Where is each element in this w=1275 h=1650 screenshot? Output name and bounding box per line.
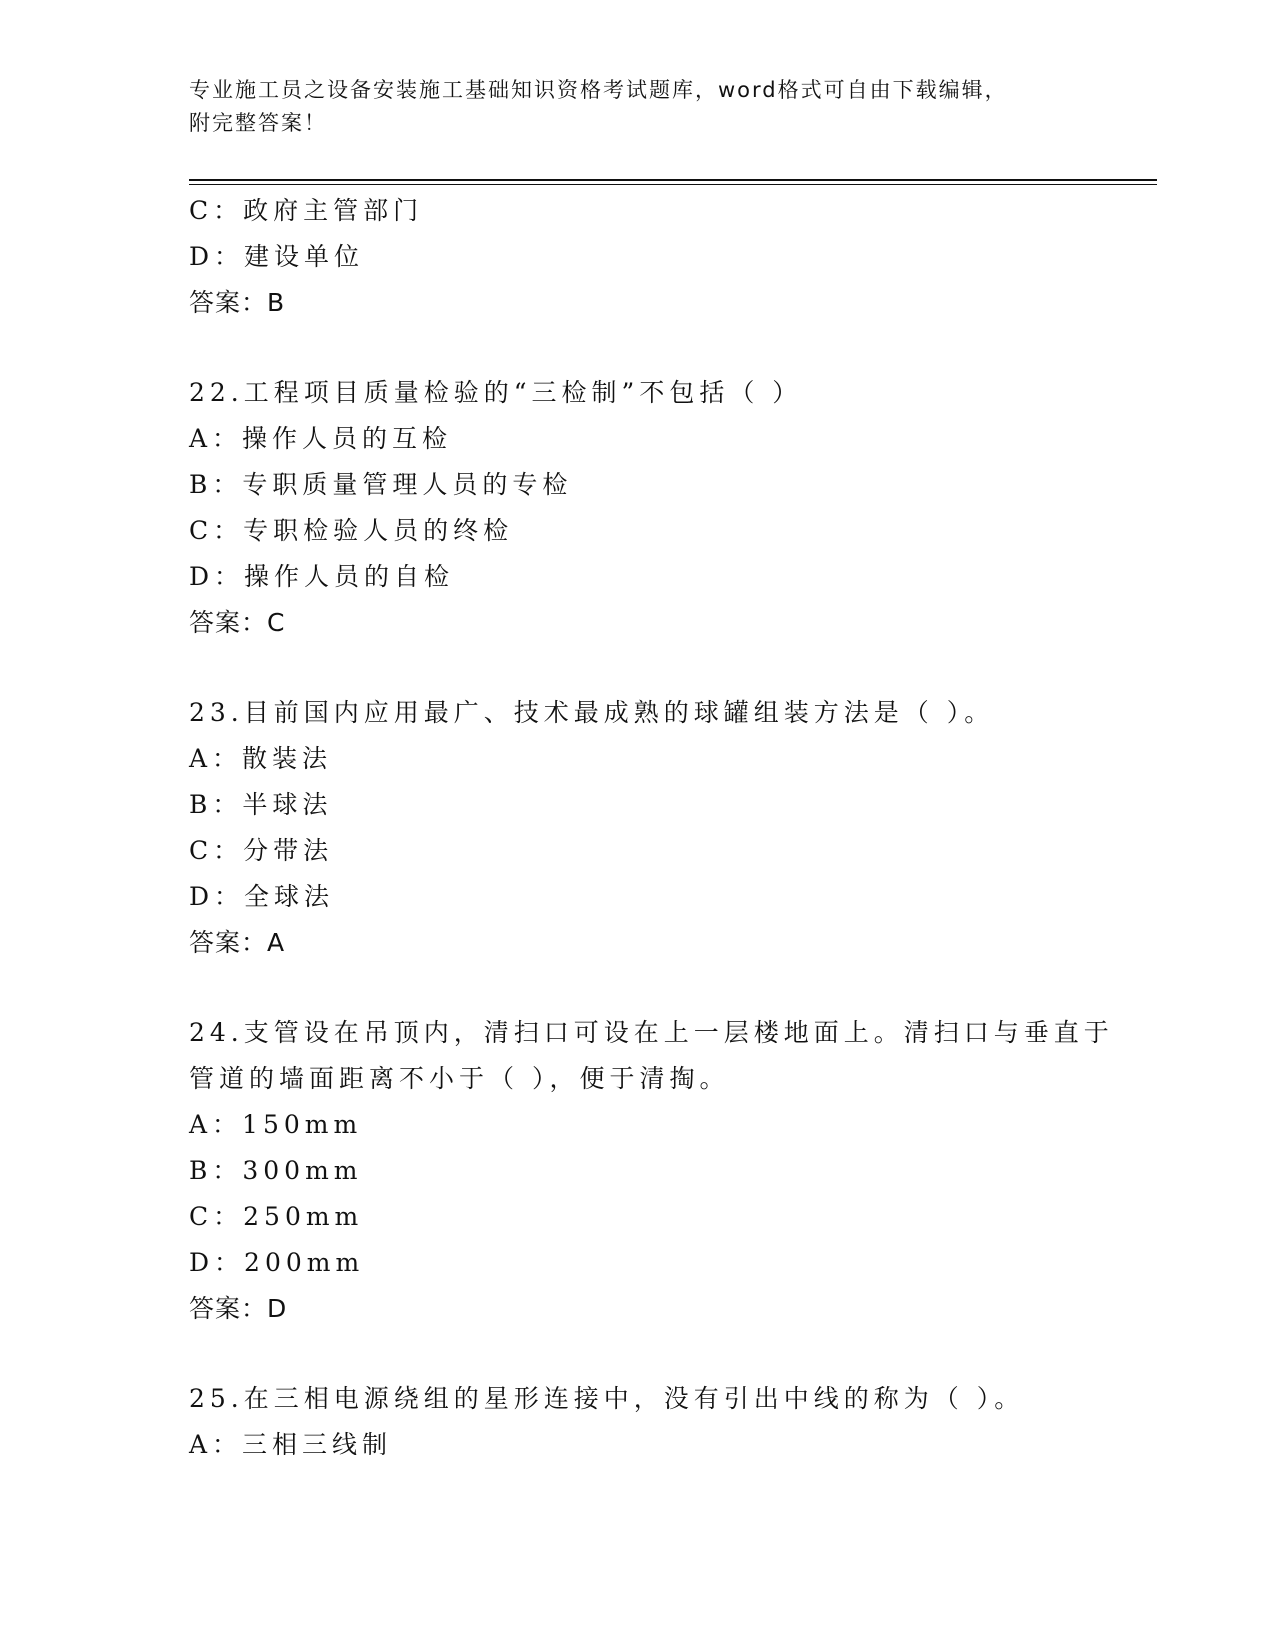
header-line-1: 专业施工员之设备安装施工基础知识资格考试题库，word格式可自由下载编辑， <box>189 78 1008 102</box>
answer-line: 答案：C <box>189 608 286 637</box>
question-content <box>189 188 1149 1468</box>
question-stem-continued: 管道的墙面距离不小于（ ），便于清掏。 <box>189 1064 730 1093</box>
option-a: A：三相三线制 <box>189 1430 393 1459</box>
question-stem: 23.目前国内应用最广、技术最成熟的球罐组装方法是（ ）。 <box>189 698 995 727</box>
prev-question-block <box>189 188 1149 326</box>
document-header <box>189 74 1089 140</box>
answer-line: 答案：A <box>189 928 286 957</box>
option-d: D：操作人员的自检 <box>189 562 455 591</box>
option-c: C：分带法 <box>189 836 334 865</box>
option-a: A：操作人员的互检 <box>189 424 453 453</box>
question-block-23 <box>189 690 1149 966</box>
question-stem: 25.在三相电源绕组的星形连接中，没有引出中线的称为（ ）。 <box>189 1384 1025 1413</box>
option-c: C：政府主管部门 <box>189 196 424 225</box>
option-a: A：散装法 <box>189 744 333 773</box>
question-stem: 24.支管设在吊顶内，清扫口可设在上一层楼地面上。清扫口与垂直于 <box>189 1018 1114 1047</box>
option-b: B：半球法 <box>189 790 333 819</box>
option-c: C：250mm <box>189 1202 364 1231</box>
option-b: B：300mm <box>189 1156 363 1185</box>
answer-line: 答案：B <box>189 288 286 317</box>
header-line-2: 附完整答案！ <box>189 111 327 135</box>
question-block-25 <box>189 1376 1149 1468</box>
option-a: A：150mm <box>189 1110 363 1139</box>
option-d: D：建设单位 <box>189 242 365 271</box>
header-rule-thick <box>189 179 1157 181</box>
option-d: D：全球法 <box>189 882 335 911</box>
option-c: C：专职检验人员的终检 <box>189 516 514 545</box>
header-rule-thin <box>189 184 1157 185</box>
option-b: B：专职质量管理人员的专检 <box>189 470 573 499</box>
answer-line: 答案：D <box>189 1294 288 1323</box>
question-stem: 22.工程项目质量检验的“三检制”不包括（ ） <box>189 378 803 407</box>
question-block-24 <box>189 1010 1149 1332</box>
option-d: D：200mm <box>189 1248 365 1277</box>
question-block-22 <box>189 370 1149 646</box>
